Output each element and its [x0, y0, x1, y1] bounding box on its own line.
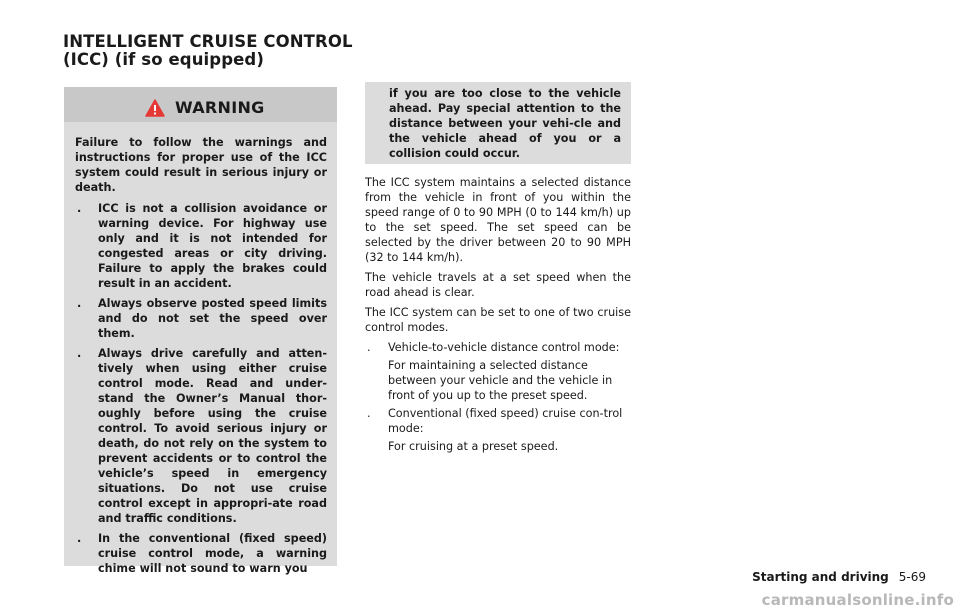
body-text: [365, 175, 631, 457]
warning-text: [75, 135, 327, 581]
bullet-mark: .: [77, 202, 82, 215]
watermark: carmanualsonline.info: [761, 591, 954, 609]
warning-continued-text: if you are too close to the vehicle ahead. Pay special attention to the distance between your vehi-cle and the vehicle ahead of you or a collision could occur.: [389, 87, 621, 160]
warning-item: [75, 346, 327, 526]
warning-item-text: ICC is not a collision avoidance or warning device. For highway use only and it is not intended for congested areas or city driving. Failure to apply the brakes could result in an accident.: [98, 202, 327, 290]
footer-section-name: Starting and driving: [752, 570, 889, 584]
warning-item: [75, 296, 327, 341]
bullet-mark: .: [77, 532, 82, 545]
mode-label: Vehicle-to-vehicle distance control mode:: [388, 341, 620, 354]
mode-label: Conventional (fixed speed) cruise con-trol mode:: [388, 407, 623, 435]
warning-item-text: Always drive carefully and atten-tively when using either cruise control mode. Read and under-stand the Owner’s Manual thor-oughly before using the cruise control. To avoid serious injury or death, do not rely on the system to prevent accidents or to control the vehicle’s speed in emergency situations. Do not use cruise control except in appropri-ate road and traffic conditions.: [98, 347, 327, 525]
warning-list: [75, 201, 327, 576]
mode-description: For maintaining a selected distance between your vehicle and the vehicle in front of you up to the preset speed.: [388, 359, 613, 402]
warning-title: [145, 98, 315, 117]
mode-list: [365, 340, 631, 454]
mode-item: [365, 340, 631, 403]
bullet-mark: .: [367, 341, 371, 354]
bullet-mark: .: [77, 297, 82, 310]
mode-item: [365, 406, 631, 454]
section-title: [63, 33, 353, 69]
warning-item-text: In the conventional (fixed speed) cruise control mode, a warning chime will not sound to warn you: [98, 532, 327, 575]
warning-label: WARNING: [175, 98, 265, 117]
warning-item: [75, 531, 327, 576]
body-paragraph: The vehicle travels at a set speed when the road ahead is clear.: [365, 271, 631, 299]
warning-item-text: Always observe posted speed limits and do not set the speed over them.: [98, 297, 327, 340]
warning-triangle-icon: [145, 99, 165, 117]
page-footer: [752, 570, 926, 584]
section-title-line1: INTELLIGENT CRUISE CONTROL: [63, 32, 353, 51]
footer-page-number: 5-69: [898, 570, 926, 584]
bullet-mark: .: [77, 347, 82, 360]
warning-intro: Failure to follow the warnings and instructions for proper use of the ICC system could result in serious injury or death.: [75, 136, 327, 194]
mode-description: For cruising at a preset speed.: [388, 440, 559, 453]
bullet-mark: .: [367, 407, 371, 420]
warning-item: [75, 201, 327, 291]
section-title-line2: (ICC) (if so equipped): [63, 50, 264, 69]
body-paragraph: The ICC system can be set to one of two cruise control modes.: [365, 306, 631, 334]
body-paragraph: The ICC system maintains a selected distance from the vehicle in front of you within the speed range of 0 to 90 MPH (0 to 144 km/h) up to the set speed. The set speed can be selected by the driver between 20 to 90 MPH (32 to 144 km/h).: [365, 176, 631, 264]
